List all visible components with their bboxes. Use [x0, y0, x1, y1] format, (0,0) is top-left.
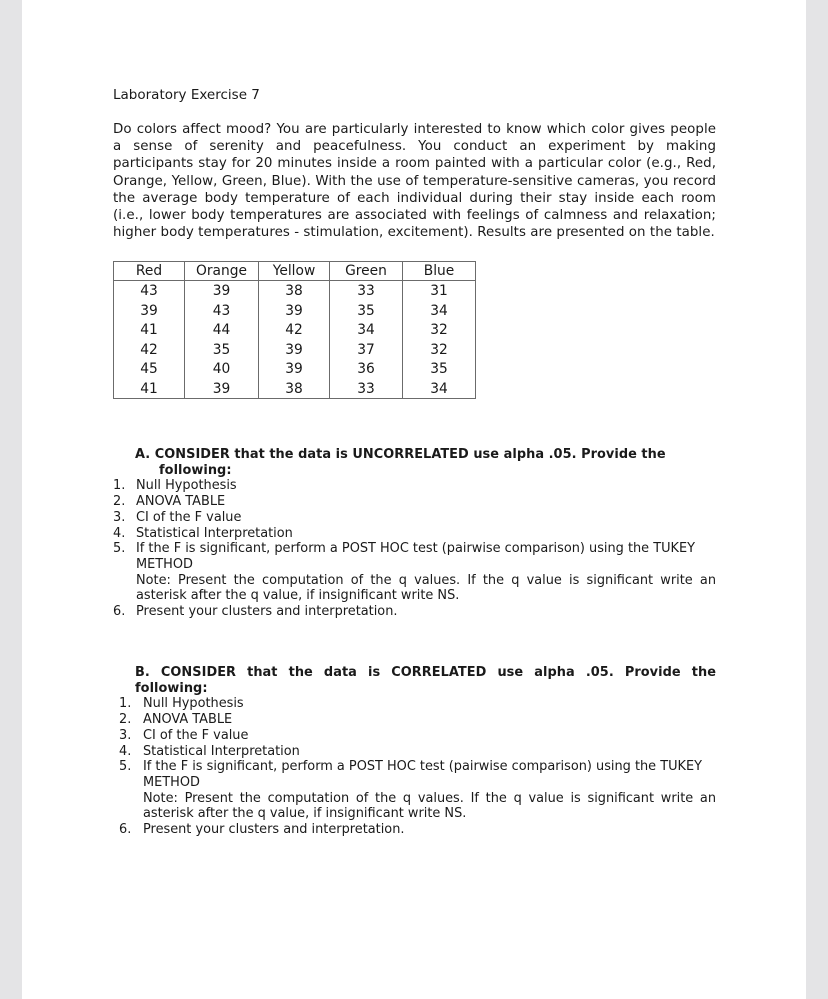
list-item: [113, 744, 716, 760]
list-item-number: 3.: [113, 509, 126, 525]
table-row: [114, 301, 476, 321]
list-item-text: CI of the F value: [136, 509, 242, 525]
list-item-text: If the F is significant, perform a POST HOC test (pairwise comparison) using the TUKEY METHOD: [136, 541, 695, 572]
section-b-heading: B. CONSIDER that the data is CORRELATED use alpha .05. Provide the following:: [135, 665, 716, 696]
list-item: [113, 541, 716, 604]
section-a: [113, 447, 716, 620]
table-row: [114, 359, 476, 379]
table-cell: 31: [403, 281, 476, 301]
list-item-number: 1.: [119, 696, 132, 712]
list-item: [113, 494, 716, 510]
document-content: [113, 86, 716, 838]
table-cell: 33: [330, 281, 403, 301]
column-header-red: Red: [114, 262, 185, 281]
list-item: [113, 478, 716, 494]
section-b: [113, 665, 716, 838]
table-cell: 35: [403, 359, 476, 379]
list-item-number: 1.: [113, 478, 126, 494]
table-row: [114, 320, 476, 340]
list-item-text: Present your clusters and interpretation.: [136, 604, 398, 620]
table-cell: 38: [259, 281, 330, 301]
list-item-number: 4.: [113, 525, 126, 541]
table-cell: 39: [259, 301, 330, 321]
section-a-heading-line1: A. CONSIDER that the data is UNCORRELATED use alpha .05. Provide the: [135, 447, 666, 462]
list-item: [113, 526, 716, 542]
column-header-orange: Orange: [185, 262, 259, 281]
list-item-number: 5.: [119, 759, 132, 775]
table-cell: 40: [185, 359, 259, 379]
document-page: [22, 0, 806, 999]
table-cell: 35: [330, 301, 403, 321]
list-item-number: 6.: [113, 604, 126, 620]
table-row: [114, 379, 476, 399]
section-a-list: [113, 478, 716, 619]
table-cell: 32: [403, 340, 476, 360]
list-item-note: Note: Present the computation of the q values. If the q value is significant write an asterisk after the q value, if insignificant write NS.: [136, 572, 716, 604]
list-item-text: ANOVA TABLE: [143, 712, 233, 728]
list-item: [113, 712, 716, 728]
list-item-text: If the F is significant, perform a POST HOC test (pairwise comparison) using the TUKEY METHOD: [143, 759, 702, 790]
list-item-text: Null Hypothesis: [136, 478, 237, 494]
table-cell: 43: [185, 301, 259, 321]
table-cell: 39: [259, 359, 330, 379]
column-header-green: Green: [330, 262, 403, 281]
table-cell: 41: [114, 320, 185, 340]
list-item-text: Present your clusters and interpretation.: [143, 822, 405, 838]
list-item-text: Statistical Interpretation: [136, 525, 293, 541]
table-header-row: [114, 262, 476, 281]
list-item: [113, 510, 716, 526]
table-cell: 34: [403, 379, 476, 399]
list-item-text: Null Hypothesis: [143, 696, 244, 712]
table-cell: 39: [114, 301, 185, 321]
list-item-number: 4.: [119, 743, 132, 759]
column-header-yellow: Yellow: [259, 262, 330, 281]
table-cell: 36: [330, 359, 403, 379]
table-cell: 37: [330, 340, 403, 360]
list-item: [113, 728, 716, 744]
list-item: [113, 696, 716, 712]
table-cell: 35: [185, 340, 259, 360]
list-item-note: Note: Present the computation of the q values. If the q value is significant write an asterisk after the q value, if insignificant write NS.: [143, 790, 716, 822]
table-cell: 41: [114, 379, 185, 399]
list-item-number: 3.: [119, 727, 132, 743]
table-cell: 42: [259, 320, 330, 340]
list-item: [113, 759, 716, 822]
list-item-number: 2.: [119, 712, 132, 728]
table-cell: 39: [259, 340, 330, 360]
table-cell: 39: [185, 281, 259, 301]
table-row: [114, 281, 476, 301]
column-header-blue: Blue: [403, 262, 476, 281]
table-cell: 38: [259, 379, 330, 399]
table-cell: 42: [114, 340, 185, 360]
list-item: [113, 822, 716, 838]
table-cell: 39: [185, 379, 259, 399]
list-item-text: ANOVA TABLE: [136, 494, 226, 510]
table-cell: 32: [403, 320, 476, 340]
list-item-text: CI of the F value: [143, 727, 249, 743]
list-item-number: 6.: [119, 822, 132, 838]
section-a-heading-line2: following:: [159, 462, 232, 478]
list-item-number: 5.: [113, 541, 126, 557]
list-item: [113, 604, 716, 620]
intro-paragraph: Do colors affect mood? You are particularly interested to know which color gives people a sense of serenity and peacefulness. You conduct an experiment by making participants stay for 20 minutes inside a room painted with a particular color (e.g., Red, Orange, Yellow, Green, Blue). With the use of temperature-sensitive cameras, you record the average body temperature of each individual during their stay inside each room (i.e., lower body temperatures are associated with feelings of calmness and relaxation; higher body temperatures - stimulation, excitement). Results are presented on the table.: [113, 122, 716, 241]
section-b-list: [113, 696, 716, 837]
list-item-number: 2.: [113, 494, 126, 510]
temperature-table: [113, 261, 476, 399]
table-row: [114, 340, 476, 360]
table-cell: 34: [403, 301, 476, 321]
section-a-heading: [113, 447, 716, 478]
table-cell: 34: [330, 320, 403, 340]
list-item-text: Statistical Interpretation: [143, 743, 300, 759]
table-cell: 33: [330, 379, 403, 399]
table-cell: 44: [185, 320, 259, 340]
table-cell: 43: [114, 281, 185, 301]
document-title: Laboratory Exercise 7: [113, 87, 260, 103]
table-cell: 45: [114, 359, 185, 379]
